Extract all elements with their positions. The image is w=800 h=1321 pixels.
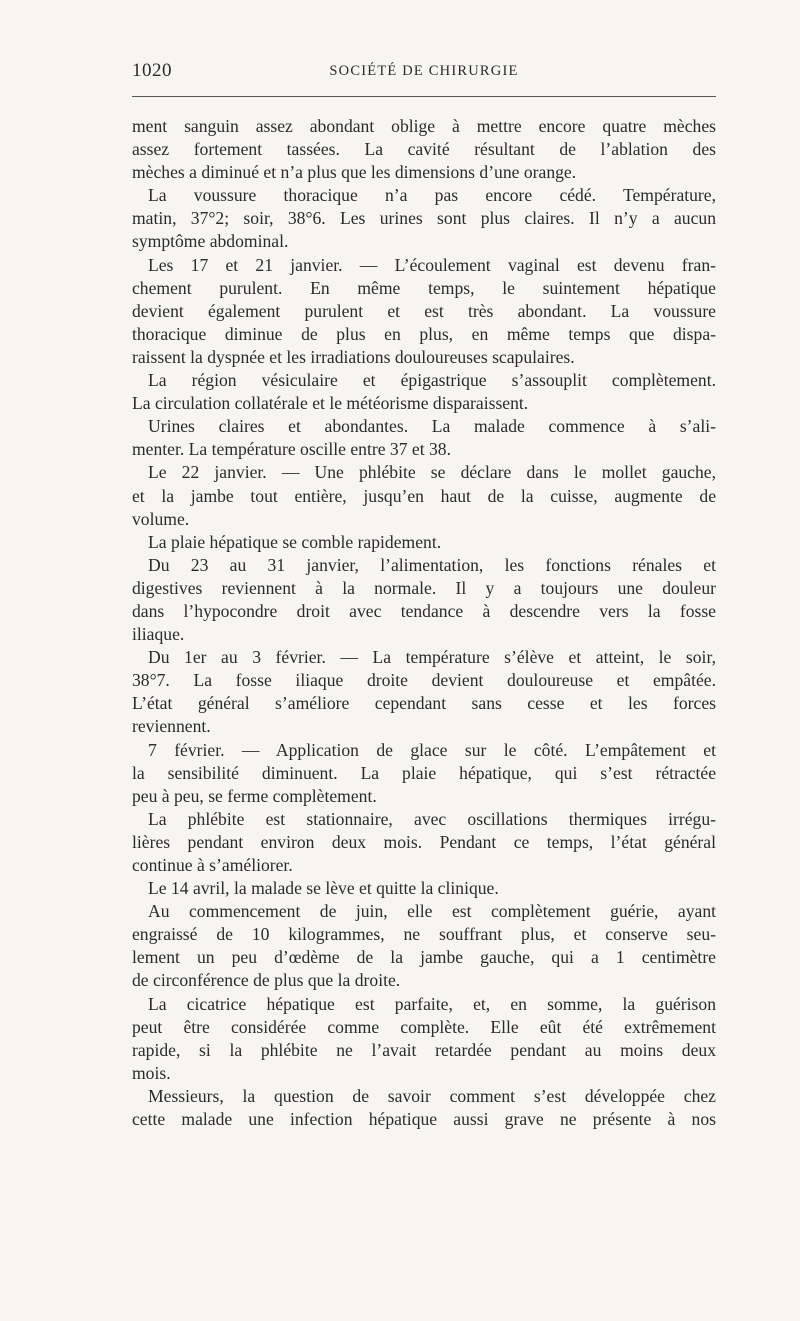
text-line: peu à peu, se ferme complètement. — [132, 785, 377, 806]
text-line: La voussure thoracique n’a pas encore cédé. Température, — [148, 185, 716, 206]
text-line: reviennent. — [132, 716, 211, 737]
text-line: iliaque. — [132, 624, 185, 645]
text-line: Au commencement de juin, elle est complètement guérie, ayant — [148, 901, 716, 922]
text-line: de circonférence de plus que la droite. — [132, 970, 401, 991]
body-text — [132, 115, 716, 1131]
text-line: Du 1er au 3 février. — La température s’élève et atteint, le soir, — [148, 647, 716, 668]
text-line: lières pendant environ deux mois. Pendant ce temps, l’état général — [132, 831, 716, 852]
text-line: Du 23 au 31 janvier, l’alimentation, les fonctions rénales et — [148, 554, 716, 575]
paragraph — [132, 115, 716, 184]
text-line: chement purulent. En même temps, le suintement hépatique — [132, 277, 716, 298]
paragraph — [132, 184, 716, 253]
paragraph — [132, 877, 716, 900]
text-line: engraissé de 10 kilogrammes, ne souffrant plus, et conserve seu- — [132, 924, 716, 945]
page-header — [132, 58, 716, 86]
text-line: raissent la dyspnée et les irradiations douloureuses scapulaires. — [132, 346, 575, 367]
paragraph — [132, 739, 716, 808]
text-line: dans l’hypocondre droit avec tendance à descendre vers la fosse — [132, 600, 716, 621]
text-line: La plaie hépatique se comble rapidement. — [148, 531, 442, 552]
text-line: Urines claires et abondantes. La malade commence à s’ali- — [148, 416, 716, 437]
header-rule — [132, 96, 716, 97]
text-line: L’état général s’améliore cependant sans cesse et les forces — [132, 693, 716, 714]
text-line: devient également purulent et est très abondant. La voussure — [132, 300, 716, 321]
paragraph — [132, 415, 716, 461]
text-line: Messieurs, la question de savoir comment s’est développée chez — [148, 1085, 716, 1106]
text-line: thoracique diminue de plus en plus, en même temps que dispa- — [132, 323, 716, 344]
paragraph — [132, 1085, 716, 1131]
paragraph — [132, 900, 716, 992]
paragraph — [132, 254, 716, 369]
paragraph — [132, 369, 716, 415]
paragraph — [132, 993, 716, 1085]
text-line: rapide, si la phlébite ne l’avait retardée pendant au moins deux — [132, 1039, 716, 1060]
text-line: 38°7. La fosse iliaque droite devient douloureuse et empâtée. — [132, 670, 716, 691]
text-line: La circulation collatérale et le météorisme disparaissent. — [132, 393, 529, 414]
text-line: mèches a diminué et n’a plus que les dimensions d’une orange. — [132, 162, 577, 183]
text-line: 7 février. — Application de glace sur le côté. L’empâtement et — [148, 739, 716, 760]
text-line: La cicatrice hépatique est parfaite, et, en somme, la guérison — [148, 993, 716, 1014]
text-line: ment sanguin assez abondant oblige à mettre encore quatre mèches — [132, 116, 716, 136]
text-line: matin, 37°2; soir, 38°6. Les urines sont plus claires. Il n’y a aucun — [132, 208, 716, 229]
text-line: lement un peu d’œdème de la jambe gauche, qui a 1 centimètre — [132, 947, 716, 968]
paragraph — [132, 461, 716, 530]
text-line: symptôme abdominal. — [132, 231, 289, 252]
text-line: Le 22 janvier. — Une phlébite se déclare dans le mollet gauche, — [148, 462, 716, 483]
paragraph — [132, 554, 716, 646]
text-line: Les 17 et 21 janvier. — L’écoulement vaginal est devenu fran- — [148, 254, 716, 275]
paragraph — [132, 646, 716, 738]
paragraph — [132, 808, 716, 877]
running-title: SOCIÉTÉ DE CHIRURGIE — [329, 63, 519, 79]
text-line: mois. — [132, 1062, 171, 1083]
text-line: La phlébite est stationnaire, avec oscillations thermiques irrégu- — [148, 808, 716, 829]
text-line: volume. — [132, 508, 190, 529]
text-line: Le 14 avril, la malade se lève et quitte la clinique. — [148, 878, 499, 899]
text-line: peut être considérée comme complète. Elle eût été extrêmement — [132, 1016, 716, 1037]
text-line: assez fortement tassées. La cavité résultant de l’ablation des — [132, 139, 716, 160]
text-line: cette malade une infection hépatique aussi grave ne présente à nos — [132, 1109, 716, 1130]
text-line: La région vésiculaire et épigastrique s’assouplit complètement. — [148, 370, 716, 391]
text-line: et la jambe tout entière, jusqu’en haut de la cuisse, augmente de — [132, 485, 716, 506]
paragraph — [132, 531, 716, 554]
page-number: 1020 — [132, 60, 172, 81]
text-line: la sensibilité diminuent. La plaie hépatique, qui s’est rétractée — [132, 762, 716, 783]
text-line: digestives reviennent à la normale. Il y a toujours une douleur — [132, 577, 716, 598]
text-line: continue à s’améliorer. — [132, 855, 293, 875]
text-line: menter. La température oscille entre 37 et 38. — [132, 439, 451, 460]
